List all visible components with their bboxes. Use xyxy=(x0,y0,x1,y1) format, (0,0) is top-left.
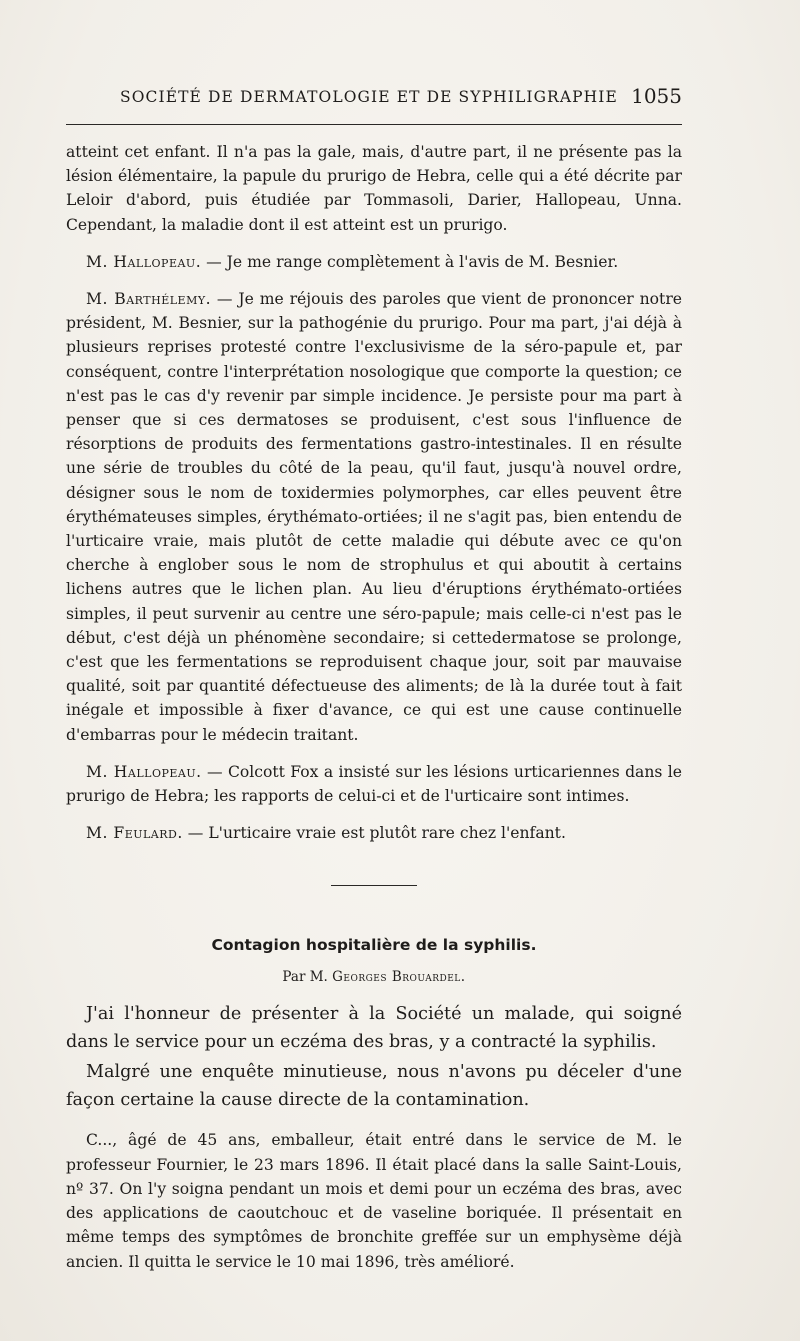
article-byline xyxy=(66,969,682,985)
article-title: Contagion hospitalière de la syphilis. xyxy=(211,936,537,955)
speaker-text: — L'urticaire vraie est plutôt rare chez l'enfant. xyxy=(182,824,566,843)
article-paragraph-1: J'ai l'honneur de présenter à la Société un malade, qui soigné dans le service pour un eczéma des bras, y a contracté la syphilis. xyxy=(66,1004,682,1053)
section-divider xyxy=(331,885,417,886)
paragraph-barthelemy xyxy=(66,287,682,747)
speaker-name: M. Hallopeau. xyxy=(86,762,202,781)
speaker-text: — Je me range complètement à l'avis de M. Besnier. xyxy=(201,252,619,271)
speaker-name: M. Feulard. xyxy=(86,824,183,843)
page-body xyxy=(66,140,682,1274)
paragraph-continuation: atteint cet enfant. Il n'a pas la gale, mais, d'autre part, il ne présente pas la lésion élémentaire, la papule du prurigo de Hebra, celle qui a été décrite par Leloir d'abord, puis étudiée par Tommasoli, Darier, Hallopeau, Unna. Cependant, la maladie dont il est atteint est un prurigo. xyxy=(66,143,682,234)
byline-author: Georges Brouardel. xyxy=(332,969,466,986)
page-header xyxy=(66,84,682,114)
header-rule xyxy=(66,124,682,125)
running-head: SOCIÉTÉ DE DERMATOLOGIE ET DE SYPHILIGRAPHIE xyxy=(120,88,618,106)
article-paragraph-3: C..., âgé de 45 ans, emballeur, était entré dans le service de M. le professeur Fournier, le 23 mars 1896. Il était placé dans la salle Saint-Louis, nº 37. On l'y soigna pendant un mois et demi pour un eczéma des bras, avec des applications de caoutchouc et de vaseline boriquée. Il présentait en même temps des symptômes de bronchite greffée sur un emphysème déjà ancien. Il quitta le service le 10 mai 1896, très amélioré. xyxy=(66,1131,682,1271)
byline-prefix: Par M. xyxy=(282,969,333,986)
speaker-name: M. Hallopeau. xyxy=(86,252,202,271)
paragraph-hallopeau-1 xyxy=(66,250,682,274)
speaker-text: — Colcott Fox a insisté sur les lésions urticariennes dans le prurigo de Hebra; les rapports de celui-ci et de l'urticaire sont intimes. xyxy=(66,762,682,806)
speaker-text: — Je me réjouis des paroles que vient de prononcer notre président, M. Besnier, sur la pathogénie du prurigo. Pour ma part, j'ai déjà à plusieurs reprises protesté contre l'exclusivisme de la séro-papule et, par conséquent, contre l'interprétation nosologique que comporte la question; ce n'est pas le cas d'y revenir par simple incidence. Je persiste pour ma part à penser que si ces dermatoses se produisent, c'est sous l'influence de résorptions de produits des fermentations gastro-intestinales. Il en résulte une série de troubles du côté de la peau, qu'il faut, jusqu'à nouvel ordre, désigner sous le nom de toxidermies polymorphes, car elles peuvent être érythémateuses simples, érythémato-ortiées; il ne s'agit pas, bien entendu de l'urticaire vraie, mais plutôt de cette maladie qui débute avec ce qu'on cherche à englober sous le nom de strophulus et qui aboutit à certains lichens autres que le lichen plan. Au lieu d'éruptions érythémato-ortiées simples, il peut survenir au centre une séro-papule; mais celle-ci n'est pas le début, c'est déjà un phénomène secondaire; si cettedermatose se prolonge, c'est que les fermentations se reproduisent chaque jour, soit par mauvaise qualité, soit par quantité défectueuse des aliments; de là la durée tout à fait inégale et impossible à fixer d'avance, ce qui est une cause continuelle d'embarras pour le médecin traitant. xyxy=(66,290,683,744)
paragraph-feulard xyxy=(66,821,682,845)
speaker-name: M. Barthélemy. xyxy=(86,290,212,309)
page-number: 1055 xyxy=(631,84,682,108)
article-paragraph-2: Malgré une enquête minutieuse, nous n'avons pu déceler d'une façon certaine la cause directe de la contamination. xyxy=(66,1062,682,1111)
paragraph-hallopeau-2 xyxy=(66,760,682,808)
